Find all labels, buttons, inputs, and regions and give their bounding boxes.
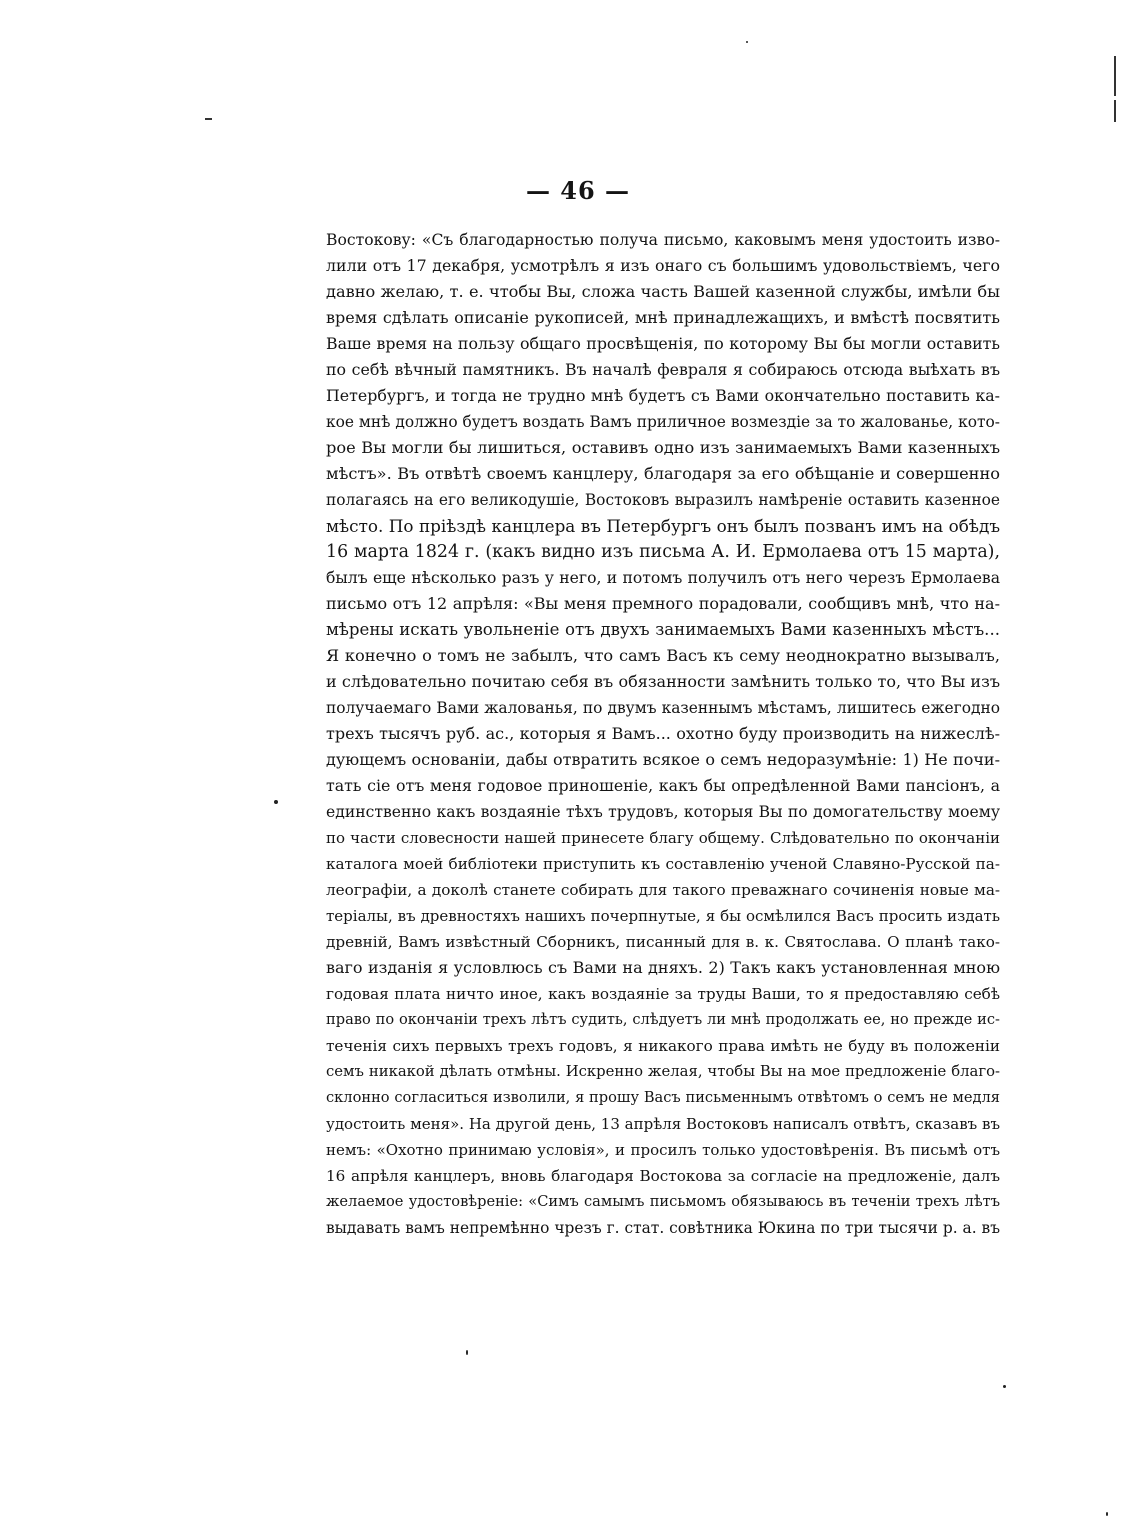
text-line: время сдѣлать описаніе рукописей, мнѣ принадлежащихъ, и вмѣстѣ посвятить	[326, 308, 1000, 327]
text-line: ваго изданія я условлюсь съ Вами на дняхъ. 2) Такъ какъ установленная мною	[326, 958, 1000, 977]
scan-mark	[1114, 56, 1116, 96]
text-line: давно желаю, т. е. чтобы Вы, сложа часть Вашей казенной службы, имѣли бы	[326, 282, 1000, 301]
text-line: 16 марта 1824 г. (какъ видно изъ письма А. И. Ермолаева отъ 15 марта),	[326, 542, 1000, 562]
scan-mark	[205, 118, 212, 120]
text-line: былъ еще нѣсколько разъ у него, и потомъ получилъ отъ него черезъ Ермолаева	[326, 569, 1000, 587]
text-line: дующемъ основаніи, дабы отвратить всякое о семъ недоразумѣніе: 1) Не почи-	[326, 750, 1000, 769]
scan-speck	[746, 41, 748, 43]
scan-speck	[274, 800, 278, 804]
text-line: 16 апрѣля канцлеръ, вновь благодаря Востокова за согласіе на предложеніе, далъ	[326, 1167, 1000, 1185]
scan-speck	[1106, 1512, 1108, 1516]
body-text	[326, 227, 1000, 1241]
text-line: семъ никакой дѣлать отмѣны. Искренно желая, чтобы Вы на мое предложеніе благо-	[326, 1063, 1000, 1080]
text-line: выдавать вамъ непремѣнно чрезъ г. стат. совѣтника Юкина по три тысячи р. а. въ	[326, 1219, 1000, 1237]
text-line: кое мнѣ должно будетъ воздать Вамъ приличное возмездіе за то жалованье, кото-	[326, 413, 1000, 431]
text-line: склонно согласиться изволили, я прошу Васъ письменнымъ отвѣтомъ о семъ не медля	[326, 1089, 1000, 1106]
scan-speck	[1003, 1385, 1006, 1388]
text-line: древній, Вамъ извѣстный Сборникъ, писанный для в. к. Святослава. О планѣ тако-	[326, 933, 1000, 951]
scan-mark	[1114, 100, 1116, 122]
text-line: по себѣ вѣчный памятникъ. Въ началѣ февраля я собираюсь отсюда выѣхать въ	[326, 360, 1000, 379]
text-line: леографіи, а доколѣ станете собирать для такого преважнаго сочиненія новые ма-	[326, 881, 1000, 899]
text-line: трехъ тысячъ руб. ас., которыя я Вамъ... охотно буду производить на нижеслѣ-	[326, 724, 1000, 743]
text-line: Ваше время на пользу общаго просвѣщенія, по которому Вы бы могли оставить	[326, 334, 1000, 353]
text-line: мѣстъ». Въ отвѣтѣ своемъ канцлеру, благодаря за его обѣщаніе и совершенно	[326, 464, 1000, 483]
text-line: желаемое удостовѣреніе: «Симъ самымъ письмомъ обязываюсь въ теченіи трехъ лѣтъ	[326, 1193, 1000, 1210]
text-line: Востокову: «Съ благодарностью получа письмо, каковымъ меня удостоить изво-	[326, 231, 1000, 249]
text-line: каталога моей библіотеки приступить къ составленію ученой Славяно-Русской па-	[326, 855, 1000, 873]
text-line: полагаясь на его великодушіе, Востоковъ выразилъ намѣреніе оставить казенное	[326, 491, 1000, 509]
text-line: немъ: «Охотно принимаю условія», и просилъ только удостовѣренія. Въ письмѣ отъ	[326, 1141, 1000, 1159]
scan-speck	[466, 1350, 468, 1355]
text-line: удостоить меня». На другой день, 13 апрѣля Востоковъ написалъ отвѣтъ, сказавъ въ	[326, 1115, 1000, 1133]
text-line: теченія сихъ первыхъ трехъ годовъ, я никакого права имѣть не буду въ положеніи	[326, 1037, 1000, 1055]
text-line: и слѣдовательно почитаю себя въ обязанности замѣнить только то, что Вы изъ	[326, 672, 1000, 691]
text-line: Я конечно о томъ не забылъ, что самъ Васъ къ сему неоднократно вызывалъ,	[326, 646, 1000, 665]
page-number: — 46 —	[525, 176, 631, 205]
text-line: мѣрены искать увольненіе отъ двухъ занимаемыхъ Вами казенныхъ мѣстъ...	[326, 620, 1000, 639]
text-line: теріалы, въ древностяхъ нашихъ почерпнутые, я бы осмѣлился Васъ просить издать	[326, 907, 1000, 925]
text-line: получаемаго Вами жалованья, по двумъ казеннымъ мѣстамъ, лишитесь ежегодно	[326, 699, 1000, 717]
text-line: право по окончаніи трехъ лѣтъ судить, слѣдуетъ ли мнѣ продолжать ее, но прежде ис-	[326, 1011, 1000, 1028]
text-line: лили отъ 17 декабря, усмотрѣлъ я изъ онаго съ большимъ удовольствіемъ, чего	[326, 256, 1000, 275]
text-line: единственно какъ воздаяніе тѣхъ трудовъ, которыя Вы по домогательству моему	[326, 803, 1000, 821]
text-line: Петербургъ, и тогда не трудно мнѣ будетъ съ Вами окончательно поставить ка-	[326, 386, 1000, 405]
text-line: мѣсто. По пріѣздѣ канцлера въ Петербургъ онъ былъ позванъ имъ на обѣдъ	[326, 516, 1000, 536]
text-line: письмо отъ 12 апрѣля: «Вы меня премного порадовали, сообщивъ мнѣ, что на-	[326, 594, 1000, 613]
text-line: по части словесности нашей принесете благу общему. Слѣдовательно по окончаніи	[326, 829, 1000, 847]
text-line: тать сіе отъ меня годовое приношеніе, какъ бы опредѣленной Вами пансіонъ, а	[326, 776, 1000, 795]
text-line: рое Вы могли бы лишиться, оставивъ одно изъ занимаемыхъ Вами казенныхъ	[326, 438, 1000, 457]
text-line: годовая плата ничто иное, какъ воздаяніе за труды Ваши, то я предоставляю себѣ	[326, 985, 1000, 1003]
